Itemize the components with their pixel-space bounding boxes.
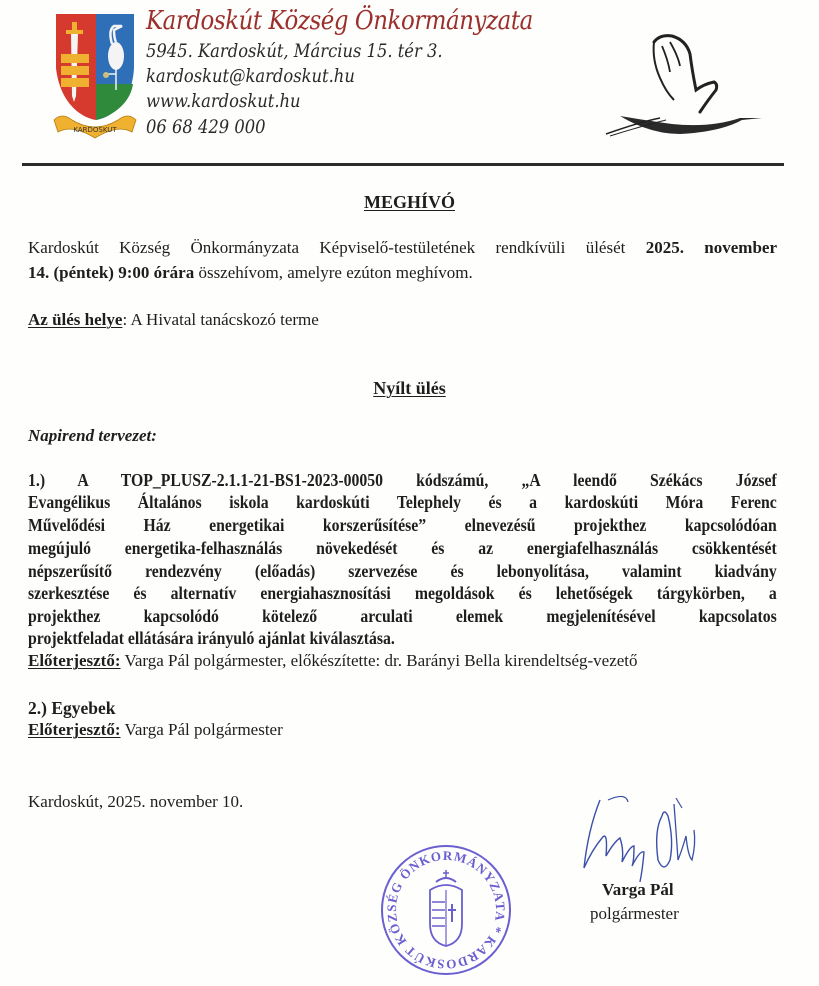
header-divider [22, 163, 784, 166]
presenter-label: Előterjesztő: [28, 720, 121, 739]
svg-text:KARDOSKÚT KÖZSÉG ÖNKORMÁNYZATA: KARDOSKÚT KÖZSÉG ÖNKORMÁNYZATA * [383, 847, 509, 973]
venue-label: Az ülés helye [28, 310, 123, 329]
agenda-item-1-line: szerkesztése és alternatív energiahasznosítási megoldások és lehetőségek tárgykörben, a [28, 583, 777, 603]
signer-role: polgármester [590, 904, 679, 923]
document-title: MEGHÍVÓ [363, 192, 455, 212]
agenda-item-1-line: Művelődési Ház energetikai korszerűsítése” elnevezésű projekthez kapcsolódóan [28, 515, 777, 535]
coat-banner-text: KARDOSKUT [73, 126, 117, 134]
agenda-item-1-line: Evangélikus Általános iskola kardoskúti Telephely és a kardoskúti Móra Ferenc [28, 492, 777, 512]
intro-text: Kardoskút Község Önkormányzata Képviselő-testületének rendkívüli ülését [28, 238, 646, 257]
intro-line-1 [28, 238, 777, 258]
presenter-name: Varga Pál polgármester, előkészítette: dr. Barányi Bella kirendeltség-vezető [120, 651, 638, 670]
intro-text-continued: összehívom, amelyre ezúton meghívom. [194, 263, 473, 282]
presenter-name: Varga Pál polgármester [120, 720, 283, 739]
venue-value: : A Hivatal tanácskozó terme [122, 310, 319, 329]
presenter-label: Előterjesztő: [28, 651, 121, 670]
agenda-item-1-line: megújuló energetika-felhasználás növekedését és az energiafelhasználás csökkentését [28, 538, 777, 558]
agenda-item-1-presenter [28, 651, 777, 671]
agenda-heading: Napirend tervezet: [28, 426, 157, 445]
org-phone: 06 68 429 000 [146, 116, 266, 138]
session-heading: Nyílt ülés [373, 378, 446, 398]
official-stamp [378, 842, 514, 978]
org-name: Kardoskút Község Önkormányzata [146, 6, 533, 36]
org-email: kardoskut@kardoskut.hu [146, 65, 355, 87]
coat-of-arms-logo [52, 8, 138, 140]
org-website: www.kardoskut.hu [146, 90, 301, 112]
agenda-item-1-line: projektfeladat ellátására irányuló ajánlat kiválasztása. [28, 628, 395, 648]
org-address: 5945. Kardoskút, Március 15. tér 3. [146, 40, 443, 62]
meeting-time: 14. (péntek) 9:00 órára [28, 263, 195, 282]
intro-line-2 [28, 263, 777, 283]
agenda-item-1-line: 1.) A TOP_PLUSZ-2.1.1-21-BS1-2023-00050 kódszámú, „A leendő Székács József [28, 470, 777, 490]
agenda-item-1-line: népszerűsítő rendezvény (előadás) szervezése és lebonyolítása, valamint kiadvány [28, 561, 777, 581]
place-date: Kardoskút, 2025. november 10. [28, 792, 244, 811]
venue-line [28, 310, 777, 330]
agenda-item-1-line: projekthez kapcsolódó kötelező arculati elemek megjelenítésével kapcsolatos [28, 606, 777, 626]
meeting-date: 2025. november [645, 238, 777, 257]
handwritten-signature [578, 790, 708, 882]
agenda-item-2-presenter [28, 720, 777, 740]
agenda-item-2-title: 2.) Egyebek [28, 698, 116, 718]
signer-name: Varga Pál [602, 880, 674, 899]
crane-logo-icon [600, 20, 770, 140]
